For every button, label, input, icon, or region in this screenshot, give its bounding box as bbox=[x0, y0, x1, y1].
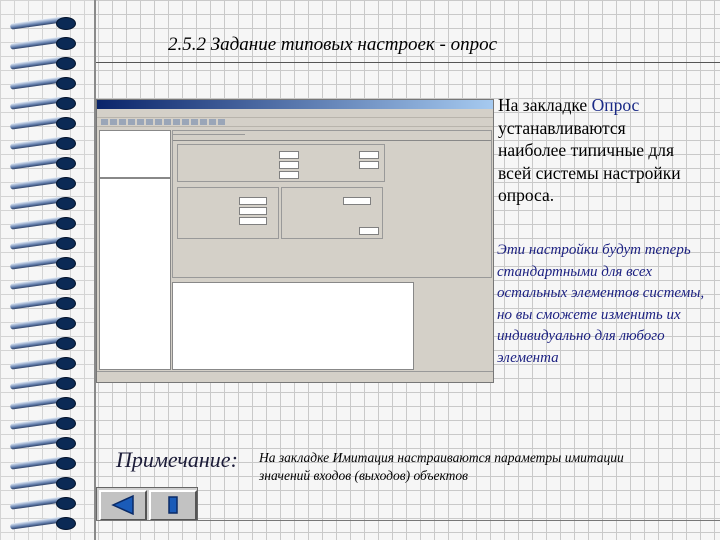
binding-ring bbox=[6, 216, 76, 230]
binding-ring bbox=[6, 316, 76, 330]
screenshot-status-bar bbox=[97, 371, 494, 382]
binding-ring bbox=[6, 456, 76, 470]
screenshot-tabs bbox=[173, 131, 491, 141]
home-button[interactable] bbox=[149, 490, 197, 521]
bottom-rule bbox=[96, 520, 720, 521]
screenshot-menu-bar bbox=[97, 109, 493, 118]
tab-name-highlight: Опрос bbox=[591, 95, 640, 115]
screenshot-toolbar bbox=[97, 118, 493, 127]
binding-ring bbox=[6, 16, 76, 30]
binding-ring bbox=[6, 356, 76, 370]
italic-note: Эти настройки будут теперь стандартными для всех остальных элементов системы, но вы сможете изменить их индивидуально для любого элемента bbox=[497, 242, 705, 366]
binding-ring bbox=[6, 336, 76, 350]
note-term: Имитация bbox=[332, 450, 395, 465]
binding-ring bbox=[6, 136, 76, 150]
binding-ring bbox=[6, 416, 76, 430]
binding-ring bbox=[6, 476, 76, 490]
binding-ring bbox=[6, 56, 76, 70]
app-screenshot bbox=[96, 99, 494, 383]
note-text-after: настраиваются параметры имитации значений входов (выходов) объектов bbox=[259, 450, 624, 483]
screenshot-settings-dialog bbox=[172, 130, 492, 278]
binding-ring bbox=[6, 76, 76, 90]
home-bar-icon bbox=[159, 495, 187, 515]
screenshot-object-list bbox=[172, 282, 414, 370]
binding-ring bbox=[6, 236, 76, 250]
title-underline bbox=[96, 62, 720, 63]
screenshot-title-bar bbox=[97, 100, 493, 109]
binding-ring bbox=[6, 116, 76, 130]
description-text bbox=[498, 94, 698, 207]
binding-ring bbox=[6, 376, 76, 390]
description-part1: На закладке bbox=[498, 95, 592, 115]
note-label: Примечание: bbox=[116, 447, 238, 472]
back-arrow-icon bbox=[109, 495, 137, 515]
binding-ring bbox=[6, 256, 76, 270]
binding-ring bbox=[6, 176, 76, 190]
screenshot-project-tree bbox=[99, 130, 171, 178]
note-text-before: На закладке bbox=[259, 450, 333, 465]
binding-ring bbox=[6, 276, 76, 290]
slide-title: 2.5.2 Задание типовых настроек - опрос bbox=[168, 34, 498, 55]
binding-ring bbox=[6, 196, 76, 210]
binding-ring bbox=[6, 496, 76, 510]
note-text bbox=[259, 449, 659, 485]
binding-ring bbox=[6, 296, 76, 310]
binding-ring bbox=[6, 396, 76, 410]
binding-ring bbox=[6, 156, 76, 170]
binding-ring bbox=[6, 436, 76, 450]
binding-ring bbox=[6, 96, 76, 110]
binding-ring bbox=[6, 36, 76, 50]
binding-ring bbox=[6, 516, 76, 530]
slide-navigation bbox=[96, 487, 198, 521]
screenshot-object-tree bbox=[99, 178, 171, 370]
description-part2: устанавливаются наиболее типичные для всей системы настройки опроса. bbox=[498, 117, 681, 205]
back-button[interactable] bbox=[99, 490, 147, 521]
